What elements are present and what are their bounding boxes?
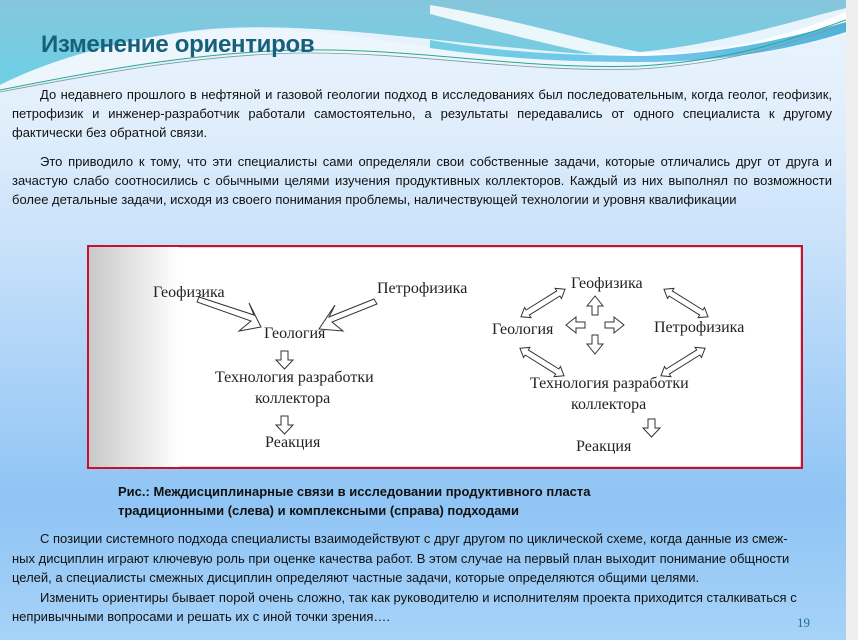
arrow-geology-geophysics-icon: [518, 284, 568, 322]
paragraph-3: [12, 529, 834, 627]
arrow-cross-up-icon: [587, 296, 603, 315]
slide-title: Изменение ориентиров: [41, 31, 315, 58]
arrow-geophysics-to-geology-icon: [197, 297, 261, 331]
arrow-integrated-technology-to-reaction-icon: [643, 419, 660, 437]
window-edge: [846, 0, 858, 640]
label-integrated-technology: Технология разработки: [530, 375, 689, 392]
label-integrated-collector: коллектора: [571, 396, 647, 413]
interdisciplinary-diagram: [87, 245, 803, 469]
label-traditional-collector: коллектора: [255, 390, 331, 407]
label-traditional-petrophysics: Петрофизика: [377, 280, 468, 297]
paragraph-4-line-2: непривычными вопросами и решать их с иной точки зрения….: [12, 609, 391, 624]
arrow-petrophysics-to-geology-icon: [319, 299, 377, 331]
page-number: 19: [797, 615, 810, 630]
paragraph-3-line-1: [12, 529, 834, 549]
arrow-geophysics-petrophysics-icon: [661, 284, 711, 322]
figure-caption: [118, 482, 591, 520]
arrow-cross-left-icon: [566, 317, 585, 333]
label-traditional-geophysics: Геофизика: [153, 284, 225, 301]
paragraph-2: Это приводило к тому, что эти специалисты сами определяли свои собственные задачи, которые отличались друг от друга и зачастую слабо соотносились с обычными целями изучения продуктивных коллекторов. Каждый из них выполнял по возможности более детальные задачи, исходя из своего понимания проблемы, наличествующей технологии и уровня квалификации: [12, 154, 832, 207]
label-integrated-reaction: Реакция: [576, 438, 632, 455]
paragraph-4-line-1: [12, 588, 834, 608]
arrow-technology-to-reaction-icon: [276, 416, 293, 434]
label-integrated-petrophysics: Петрофизика: [654, 319, 745, 336]
paragraph-3-line-2: ных дисциплин играют ключевую роль при оценке качества работ. В этом случае на первый план выходит понимание общности: [12, 550, 790, 566]
paragraph-4-text-1: Изменить ориентиры бывает порой очень сложно, так как руководителю и исполнителям проекта приходится сталкиваться с: [40, 589, 797, 605]
arrow-cross-right-icon: [605, 317, 624, 333]
paragraph-3-text-1: С позиции системного подхода специалисты взаимодействуют с друг другом по циклической схеме, когда данные из смеж-: [40, 531, 788, 546]
label-integrated-geophysics: Геофизика: [571, 275, 643, 292]
caption-line-1: Рис.: Междисциплинарные связи в исследовании продуктивного пласта: [118, 484, 591, 499]
label-traditional-technology: Технология разработки: [215, 369, 374, 386]
paragraph-3-line-3: целей, а специалисты смежных дисциплин определяют частные задачи, которые определяются общими целями.: [12, 570, 700, 585]
caption-line-2: традиционными (слева) и комплексными (справа) подходами: [118, 503, 520, 518]
arrow-geology-to-technology-icon: [276, 351, 293, 369]
paragraph-1: До недавнего прошлого в нефтяной и газовой геологии подход в исследованиях был последовательным, когда геолог, геофизик, петрофизик и инженер-разработчик работали самостоятельно, а результаты передавались от одного специалиста к другому фактически без обратной связи.: [12, 87, 832, 140]
label-traditional-reaction: Реакция: [265, 434, 321, 451]
label-traditional-geology: Геология: [264, 325, 326, 342]
arrow-cross-down-icon: [587, 335, 603, 354]
label-integrated-geology: Геология: [492, 321, 554, 338]
